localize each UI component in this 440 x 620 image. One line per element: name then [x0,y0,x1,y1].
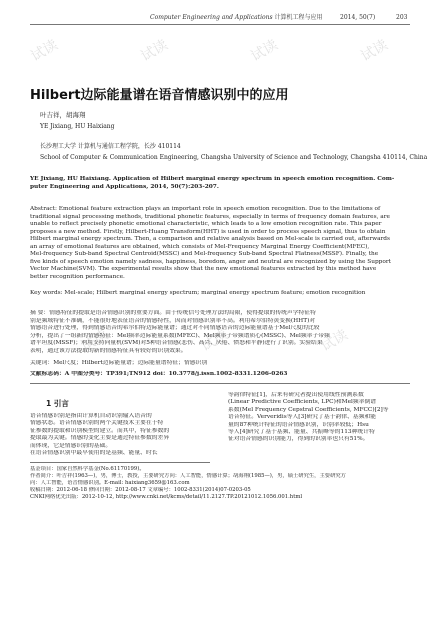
keywords-cn-line: 关键词：Mel尺度；Hilbert边际能量谱；边际能量谱特征；情感识别 [30,360,208,366]
citation-line: puter Engineering and Applications, 2014, 50(7):203-207. [30,183,219,190]
keywords-en-line: Key words: Mel-scale; Hilbert marginal energy spectrum; marginal energy spectrum feature; emotion recognition [30,290,366,296]
paper-title: Hilbert边际能量谱在语音情感识别中的应用 [30,88,289,103]
body-line: 语音情感识别是指由计算机自动识别输入语音的 [30,413,152,419]
watermark: 试读 [138,36,171,65]
abstract-en-line: better recognition performance. [30,273,125,280]
affiliation-en: School of Computer & Communication Engineering, Changsha University of Science and Technology, Changsha 410114, China [40,154,428,161]
abstract-en-line: unable to reflect precisely phonetic emotional characteristic, which leads to a low emotion recognition rate. This paper [30,221,382,227]
abstract-en-line: five kinds of speech emotion namely sadness, happiness, boredom, anger and neutral are recognized by using the Support [30,258,391,265]
abstract-en-line: Vector Machine(SVM). The experimental results show that the new emotional features extracted by this method have [30,266,377,272]
watermark: 试读 [248,36,281,65]
body-line: 情感状态。语音情感识别的两个关键技术主要在于特 [30,420,164,427]
abstract-cn-line: 分析，提出了一组新的情感特征：Mel频率边际能量系数(MFEC)、Mel频率子带频谱质心(MSSC)、Mel频率子带频 [30,332,330,339]
footnote-line: CNKI网络优先出版：2012-10-12, http://www.cnki.net/kcms/detail/11.2127.TP.20121012.1056.001.html [30,494,303,500]
watermark: 试读 [198,326,231,355]
body-line: 系数(Mel Frequency Cepstral Coefficients, MFCC)[2]等 [228,406,389,413]
abstract-en-line: Hilbert marginal energy spectrum. Then, a comparison and relative analysis based on Mel-scale is carried out, afterwards [30,236,390,242]
abstract-en-line: Abstract: Emotional feature extraction plays an important role in speech emotion recognition. Due to the limitations of [30,206,381,212]
body-line: 提取最为关键。情感的变化主要是通过特征参数的差异 [30,435,170,442]
body-line: 而体现，它是情感识别的基础。 [30,442,112,449]
abstract-cn-line: 情感语音进行处理，得到情感语音的希尔伯特边际能量谱；通过对不同情感语音的边际能量谱基于Mel尺度的比较 [30,325,320,331]
citation [30,176,410,191]
document-codes-line: 文献标志码：A 中图分类号：TP391;TN912 doi：10.3778/j.issn.1002-8331.1206-0263 [30,371,288,377]
body-line: (Linear Predictive Coefficients, LPC)和Mel频率倒谱 [228,399,377,406]
watermark: 试读 [318,326,351,355]
affiliation-cn: 长沙理工大学 计算机与通信工程学院，长沙 410114 [40,143,181,150]
document-codes [30,371,410,379]
watermark: 试读 [28,36,61,65]
abstract-en-line: traditional signal processing methods, traditional phonetic features, especially in terms of frequency domain features, are [30,213,390,220]
keywords-cn [30,360,410,368]
abstract-cn-line: 谱平坦度(MSSF)；利用支持向量机(SVM)对5种语音情感(悲伤、高兴、厌倦、愤怒和平静)进行了识别。实验结果 [30,340,323,346]
section-heading: 1 引言 [46,399,69,408]
body-line: 征参数的提取和识别模型的建立。而其中，特征参数的 [30,427,170,434]
footnote-line: 收稿日期：2012-06-18 修回日期：2012-08-17 文章编号：1002-8331(2014)07-0203-05 [30,487,251,493]
watermark: 试读 [358,36,391,65]
abstract-cn-line: 摘 要：情感特征的提取是语音情感识别的重要方面。由于传统信号处理方法的局限，使得提取的传统声学特征特 [30,310,316,316]
body-right-column [228,392,408,444]
authors-en: YE Jixiang, HU Haixiang [40,123,115,130]
body-line: 量的87种统计特征的语音情感识别，识别率较低；Hsu [228,421,369,428]
body-left-column [30,413,210,457]
issue-info: 2014, 50(7) [340,14,376,21]
footnotes [30,466,410,501]
footnote-line: 基金项目：国家自然科学基金(No.61170199)。 [30,466,145,472]
running-header [150,14,323,22]
journal-name-cn: 计算机工程与应用 [274,14,323,21]
abstract-cn [30,310,410,355]
citation-line: YE Jixiang, HU Haixiang. Application of Hilbert marginal energy spectrum in speech emotion recognition. Com- [30,176,395,182]
abstract-cn-line: 表明，通过该方法提取的新的情感特征具有较好的识别效果。 [30,347,187,354]
watermark: 试读 [78,326,111,355]
footnote-line: 向：人工智能，语音情感识别。E-mail: haixiang3659@163.com [30,480,190,486]
body-line: 语音特征。Ververidis等人[3]研究了基于韵律、基频和能 [228,414,377,421]
body-line: 等韵律特征[1]，后来有研究者提出使用线性预测系数 [228,392,364,398]
body-line: 征对语音情感的识别能力，得到的识别率也只有51%。 [228,436,369,443]
page-number: 203 [396,14,408,21]
abstract-en-line: Mel-frequency Sub-band Spectral Centroid(MSSC) and Mel-frequency Sub-band Spectral Flatness(MSSF). Finally, the [30,251,379,257]
keywords-en [30,290,410,298]
footnote-line: 作者简介：叶吉祥(1963—)，男，博士，教授，主要研究方向：人工智能，情感计算；胡海翔(1985—)，男，硕士研究生，主要研究方 [30,473,346,479]
body-line: 等人[4]研究了基于基频、能量、共振峰等的113种统计特 [228,429,375,436]
abstract-en-line: proposes a new method. Firstly, Hilbert-Huang Transform(HHT) is used in order to process speech signal, thus to obtain [30,228,386,235]
body-line: 在语音情感识别中最早使用的是基频、能量、时长 [30,450,158,457]
abstract-rule [30,383,410,384]
footnote-rule [30,462,210,463]
abstract-en [30,206,410,281]
journal-name-en: Computer Engineering and Applications [150,14,273,21]
header-rule [30,24,410,25]
abstract-cn-line: 别是频域特征不准确，不能很好地表征语音的情感特性，因而对情感识别率不高。利用希尔伯特黄变换(HHT)对 [30,317,316,324]
authors-cn: 叶吉祥，胡海翔 [40,111,86,119]
abstract-en-line: an array of emotional features are obtained, which consists of Mel-Frequency Marginal Energy Coefficient(MFEC), [30,243,370,250]
